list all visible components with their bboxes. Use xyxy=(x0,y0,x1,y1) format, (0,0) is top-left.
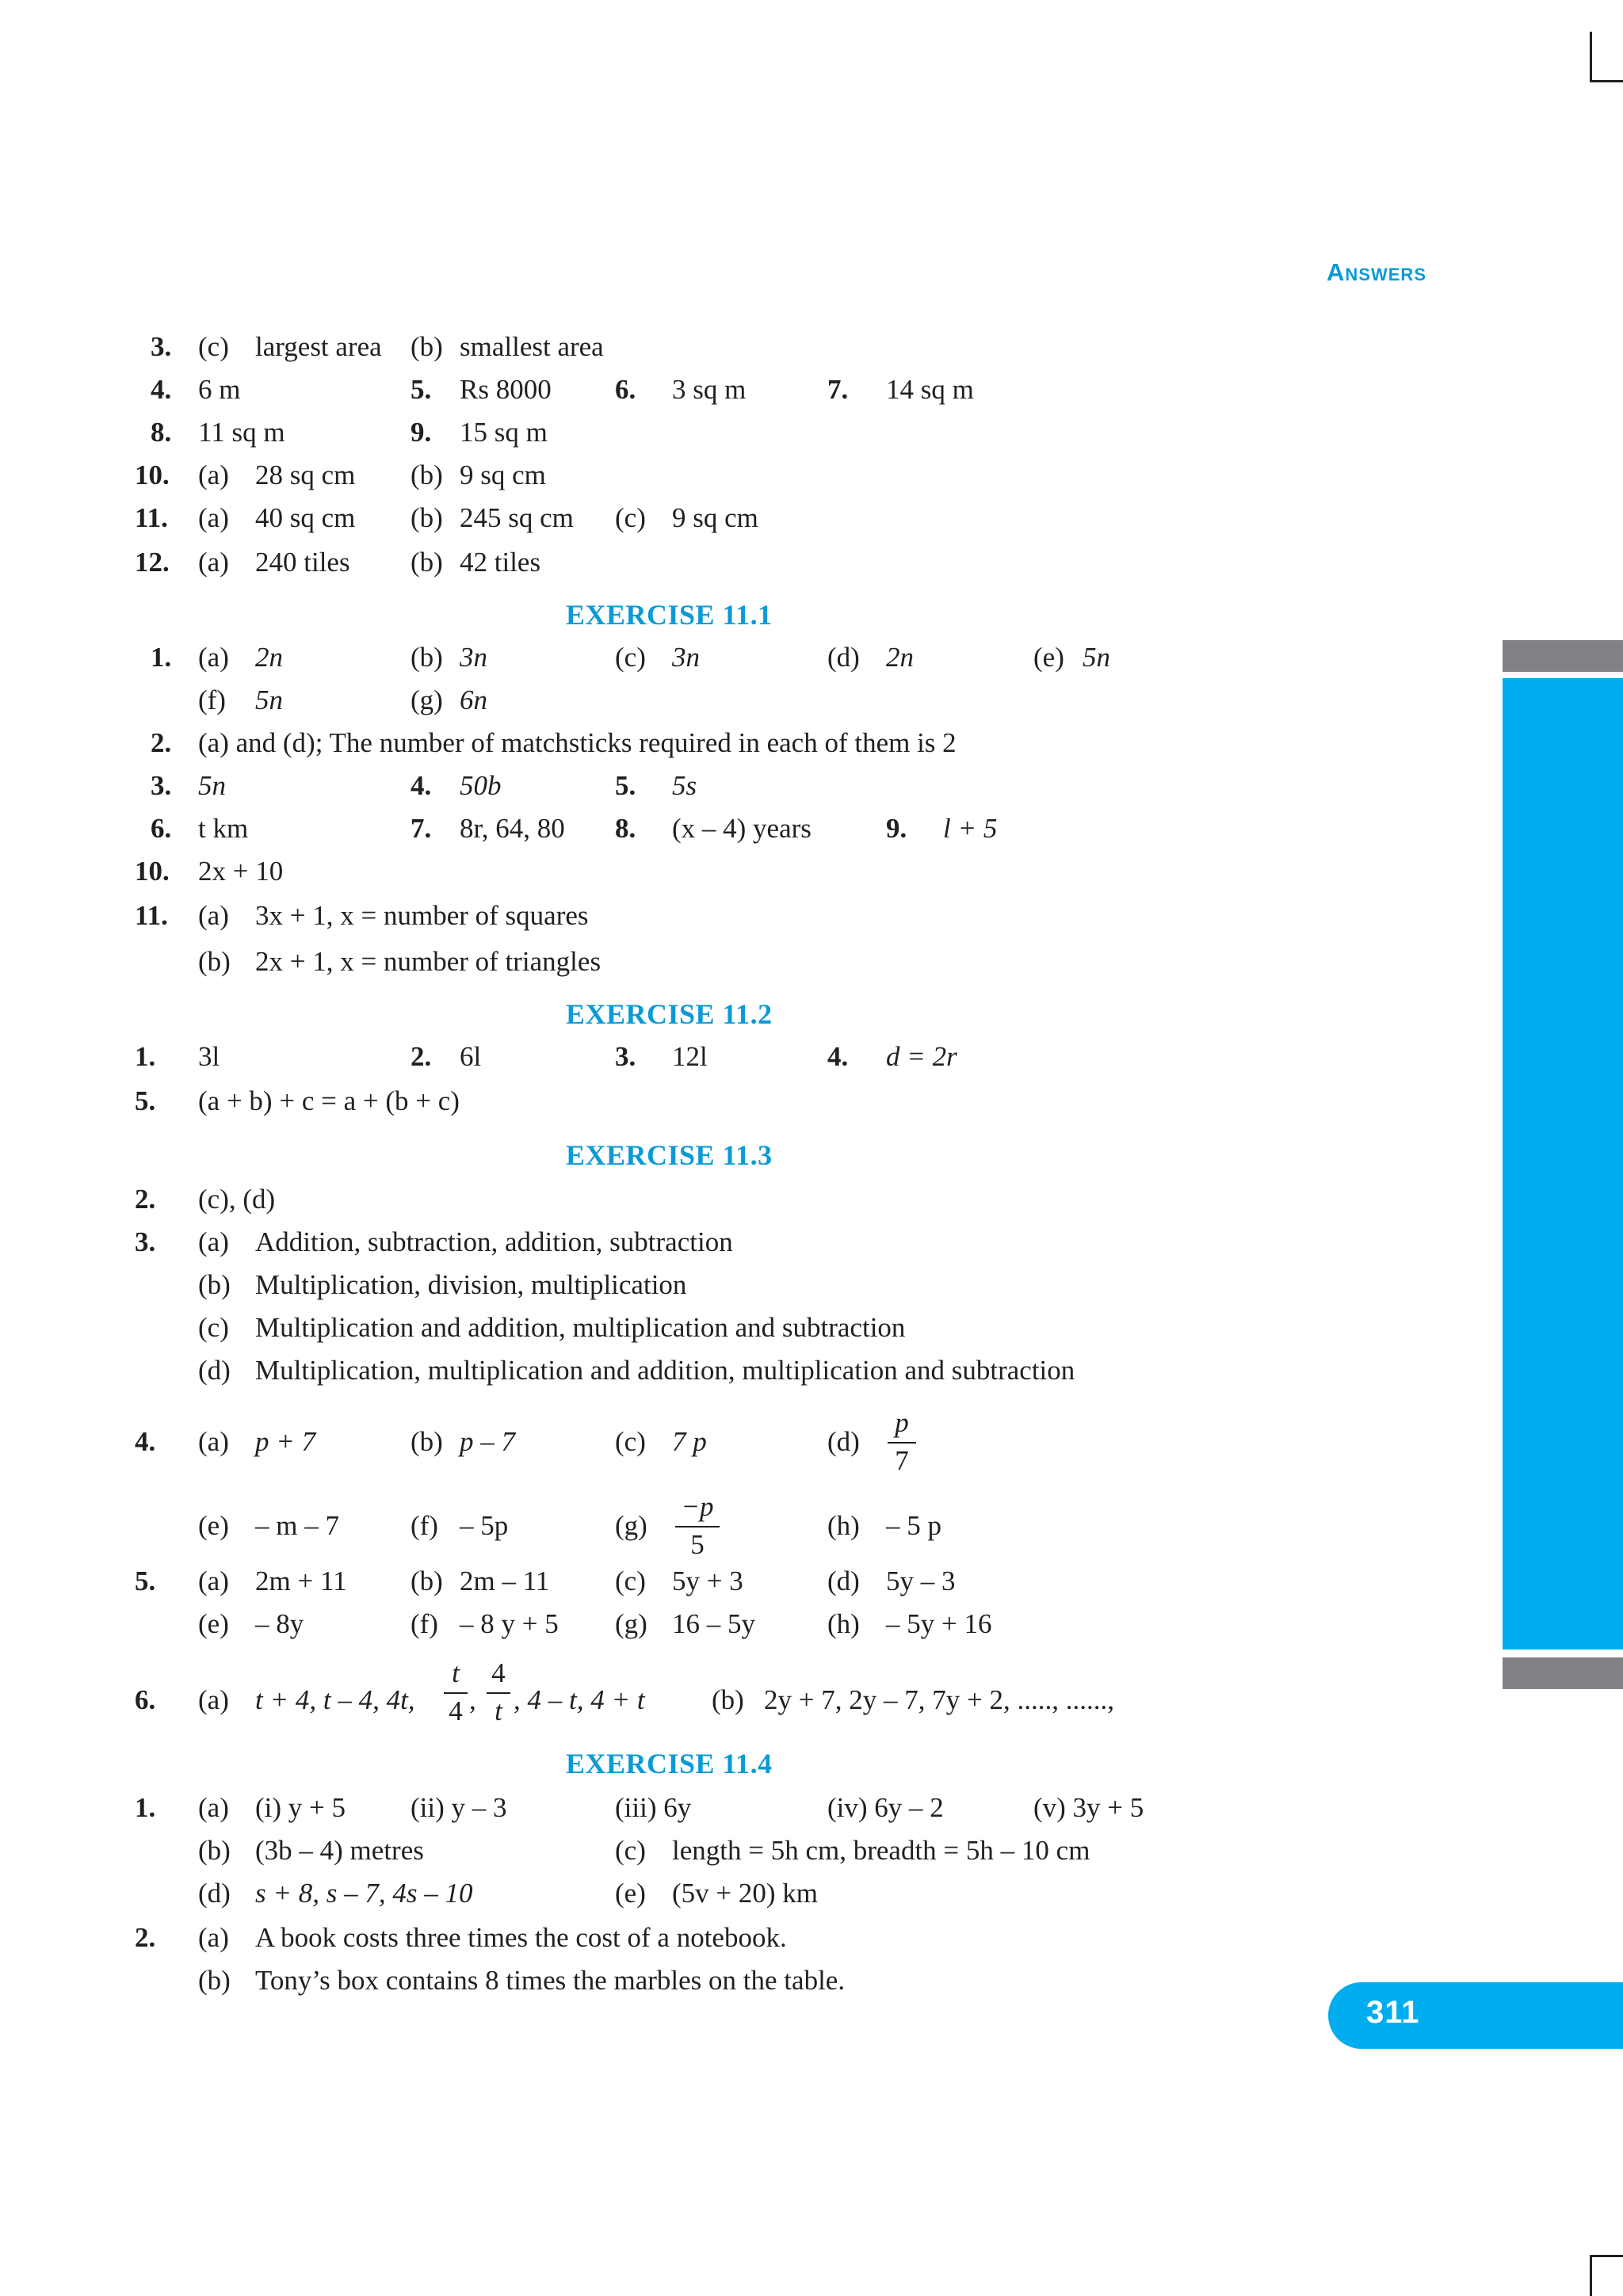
option-label: (b) xyxy=(411,547,443,578)
answer-text: (c), (d) xyxy=(198,1184,276,1215)
separator-comma: , xyxy=(469,1684,476,1715)
question-number: 12. xyxy=(135,547,170,578)
fraction-denominator: 4 xyxy=(449,1695,463,1726)
answer-text: 50b xyxy=(460,770,502,801)
answer-text: 3l xyxy=(198,1041,220,1072)
answer-text: – 5 p xyxy=(886,1510,941,1541)
option-label: (b) xyxy=(198,1269,231,1300)
question-number: 5. xyxy=(135,1085,156,1116)
question-number: 7. xyxy=(827,374,849,405)
answer-text: 9 sq cm xyxy=(672,502,758,533)
answer-text: Addition, subtraction, addition, subtraction xyxy=(255,1226,733,1257)
answer-text: l + 5 xyxy=(943,813,998,844)
option-label: (c) xyxy=(615,642,646,673)
answer-text: 5y – 3 xyxy=(886,1566,956,1596)
side-tab-top-stripe xyxy=(1503,640,1623,672)
exercise-heading-11-1: EXERCISE 11.1 xyxy=(566,599,773,631)
answer-text: – 5y + 16 xyxy=(886,1608,992,1639)
crop-mark-bottom-right-horizontal xyxy=(1590,2255,1623,2257)
question-number: 3. xyxy=(151,331,172,362)
answer-text: – m – 7 xyxy=(255,1510,339,1541)
crop-mark-top-right-vertical xyxy=(1590,32,1592,82)
option-label: (c) xyxy=(198,331,229,362)
exercise-heading-11-2: EXERCISE 11.2 xyxy=(566,998,773,1030)
answer-text: – 8y xyxy=(255,1608,304,1639)
option-label: (c) xyxy=(615,1426,646,1457)
fraction-t-over-4 xyxy=(444,1657,468,1729)
question-number: 1. xyxy=(151,642,172,673)
answer-text: 12l xyxy=(672,1041,708,1072)
answer-text: (a) and (d); The number of matchsticks required in each of them is 2 xyxy=(198,727,957,758)
question-number: 8. xyxy=(615,813,636,844)
answer-text: 5n xyxy=(198,770,226,801)
question-number: 6. xyxy=(151,813,172,844)
option-label: (d) xyxy=(198,1878,231,1909)
option-label: (f) xyxy=(411,1608,438,1639)
question-number: 10. xyxy=(135,856,170,887)
answer-text: (iii) 6y xyxy=(615,1792,692,1823)
option-label: (b) xyxy=(198,946,231,977)
answer-text: 2x + 10 xyxy=(198,856,284,887)
question-number: 9. xyxy=(411,417,432,448)
answer-text: Multiplication, multiplication and addition, multiplication and subtraction xyxy=(255,1355,1075,1386)
question-number: 5. xyxy=(615,770,636,801)
answer-text: (ii) y – 3 xyxy=(411,1792,507,1823)
answer-text: t km xyxy=(198,813,249,844)
option-label: (a) xyxy=(198,547,229,578)
answer-text: Tony’s box contains 8 times the marbles on the table. xyxy=(255,1965,846,1996)
option-label: (b) xyxy=(411,502,443,533)
question-number: 1. xyxy=(135,1041,156,1072)
answer-text: – 5p xyxy=(460,1510,509,1541)
answer-text: 16 – 5y xyxy=(672,1608,755,1639)
answer-text: 7 p xyxy=(672,1426,707,1457)
question-number: 11. xyxy=(135,502,168,533)
option-label: (f) xyxy=(198,685,226,715)
answer-text: 40 sq cm xyxy=(255,502,356,533)
fraction-bar xyxy=(675,1526,720,1527)
option-label: (c) xyxy=(615,1566,646,1596)
option-label: (b) xyxy=(411,460,443,490)
option-label: (c) xyxy=(615,502,646,533)
page-number-badge xyxy=(1328,1982,1623,2049)
question-number: 5. xyxy=(411,374,432,405)
question-number: 4. xyxy=(135,1426,156,1457)
option-label: (d) xyxy=(827,1426,860,1457)
fraction-denominator: 7 xyxy=(895,1445,909,1476)
option-label: (a) xyxy=(198,900,229,931)
answer-text: 5n xyxy=(1083,642,1110,673)
exercise-heading-11-3: EXERCISE 11.3 xyxy=(566,1139,773,1171)
fraction-bar xyxy=(487,1692,510,1694)
answer-text: 5y + 3 xyxy=(672,1566,743,1596)
answer-text: smallest area xyxy=(460,331,604,362)
question-number: 3. xyxy=(615,1041,636,1072)
answer-text: 3 sq m xyxy=(672,374,747,405)
answer-text: (i) y + 5 xyxy=(255,1792,346,1823)
option-label: (b) xyxy=(198,1835,231,1866)
question-number: 4. xyxy=(827,1041,849,1072)
option-label: (g) xyxy=(615,1510,647,1541)
question-number: 5. xyxy=(135,1566,156,1596)
question-number: 6. xyxy=(135,1684,156,1715)
answer-text: length = 5h cm, breadth = 5h – 10 cm xyxy=(672,1835,1090,1866)
answer-text: 15 sq m xyxy=(460,417,548,448)
answer-text: , 4 – t, 4 + t xyxy=(514,1684,645,1715)
option-label: (g) xyxy=(411,685,443,715)
fraction-numerator: t xyxy=(452,1657,460,1688)
question-number: 9. xyxy=(886,813,907,844)
option-label: (b) xyxy=(712,1684,744,1715)
answer-text: (iv) 6y – 2 xyxy=(827,1792,944,1823)
answer-text: p – 7 xyxy=(460,1426,515,1457)
option-label: (a) xyxy=(198,460,229,490)
question-number: 2. xyxy=(151,727,172,758)
option-label: (g) xyxy=(615,1608,647,1639)
answer-text: 6n xyxy=(460,685,487,715)
answer-text: largest area xyxy=(255,331,382,362)
question-number: 11. xyxy=(135,900,168,931)
answer-text: 2m + 11 xyxy=(255,1566,347,1596)
option-label: (d) xyxy=(827,1566,860,1596)
question-number: 3. xyxy=(151,770,172,801)
answer-text: 14 sq m xyxy=(886,374,974,405)
answer-text: 8r, 64, 80 xyxy=(460,813,565,844)
option-label: (b) xyxy=(411,331,443,362)
fraction-numerator: p xyxy=(895,1407,909,1438)
answer-text: 5s xyxy=(672,770,697,801)
answer-text: Multiplication, division, multiplication xyxy=(255,1269,687,1300)
option-label: (d) xyxy=(198,1355,231,1386)
question-number: 1. xyxy=(135,1792,156,1823)
question-number: 8. xyxy=(151,417,172,448)
answer-text: 6 m xyxy=(198,374,241,405)
answer-text: 3x + 1, x = number of squares xyxy=(255,900,589,931)
answer-text: 245 sq cm xyxy=(460,502,574,533)
answer-text: 2n xyxy=(255,642,283,673)
question-number: 2. xyxy=(135,1922,156,1953)
option-label: (b) xyxy=(411,1426,443,1457)
fraction-numerator: 4 xyxy=(491,1657,506,1688)
question-number: 3. xyxy=(135,1226,156,1257)
option-label: (b) xyxy=(411,1566,443,1596)
answer-text: p + 7 xyxy=(255,1426,316,1457)
option-label: (a) xyxy=(198,1684,229,1715)
answer-text: (v) 3y + 5 xyxy=(1033,1792,1144,1823)
answer-text: Rs 8000 xyxy=(460,374,552,405)
fraction-denominator: t xyxy=(495,1695,502,1726)
page-number: 311 xyxy=(1366,1995,1420,2030)
question-number: 6. xyxy=(615,374,636,405)
fraction-bar xyxy=(888,1442,916,1444)
option-label: (d) xyxy=(827,642,860,673)
side-tab-bottom-stripe xyxy=(1503,1657,1623,1689)
option-label: (f) xyxy=(411,1510,438,1541)
answer-text: (a + b) + c = a + (b + c) xyxy=(198,1085,460,1116)
answer-text: d = 2r xyxy=(886,1041,957,1072)
answer-text: t + 4, t – 4, 4t, xyxy=(255,1684,415,1715)
answer-text: (3b – 4) metres xyxy=(255,1835,424,1866)
fraction-bar xyxy=(444,1692,468,1694)
option-label: (c) xyxy=(615,1835,646,1866)
option-label: (a) xyxy=(198,1226,229,1257)
answer-text: 9 sq cm xyxy=(460,460,546,490)
answer-text: s + 8, s – 7, 4s – 10 xyxy=(255,1878,473,1909)
fraction-numerator: −p xyxy=(681,1491,714,1522)
question-number: 7. xyxy=(411,813,432,844)
side-tab xyxy=(1503,678,1623,1650)
option-label: (b) xyxy=(411,642,443,673)
fraction-4-over-t xyxy=(487,1657,510,1729)
answer-text: Multiplication and addition, multiplication and subtraction xyxy=(255,1312,906,1343)
crop-mark-top-right-horizontal xyxy=(1590,80,1623,82)
fraction-neg-p-over-5 xyxy=(675,1491,720,1562)
answer-text: (5v + 20) km xyxy=(672,1878,819,1909)
option-label: (b) xyxy=(198,1965,231,1996)
fraction-p-over-7 xyxy=(888,1407,916,1478)
answer-text: 5n xyxy=(255,685,283,715)
answer-text: (x – 4) years xyxy=(672,813,812,844)
option-label: (a) xyxy=(198,1566,229,1596)
question-number: 2. xyxy=(135,1184,156,1215)
option-label: (e) xyxy=(198,1510,229,1541)
crop-mark-bottom-right-vertical xyxy=(1590,2255,1592,2296)
answer-text: A book costs three times the cost of a notebook. xyxy=(255,1922,787,1953)
option-label: (a) xyxy=(198,1792,229,1823)
option-label: (e) xyxy=(1033,642,1064,673)
answer-text: 2m – 11 xyxy=(460,1566,550,1596)
option-label: (a) xyxy=(198,1426,229,1457)
answer-text: 240 tiles xyxy=(255,547,350,578)
question-number: 10. xyxy=(135,460,170,490)
answer-text: 6l xyxy=(460,1041,482,1072)
option-label: (h) xyxy=(827,1510,860,1541)
option-label: (a) xyxy=(198,1922,229,1953)
question-number: 4. xyxy=(411,770,432,801)
option-label: (c) xyxy=(198,1312,229,1343)
answer-text: 28 sq cm xyxy=(255,460,356,490)
option-label: (a) xyxy=(198,502,229,533)
question-number: 2. xyxy=(411,1041,432,1072)
answer-text: 2y + 7, 2y – 7, 7y + 2, ....., ......, xyxy=(764,1684,1114,1715)
fraction-denominator: 5 xyxy=(690,1529,705,1560)
answer-text: – 8 y + 5 xyxy=(460,1608,559,1639)
answer-text: 2n xyxy=(886,642,914,673)
option-label: (e) xyxy=(198,1608,229,1639)
answer-text: 3n xyxy=(460,642,487,673)
running-header: Answers xyxy=(1327,258,1426,286)
answer-text: 42 tiles xyxy=(460,547,541,578)
option-label: (a) xyxy=(198,642,229,673)
answer-text: 3n xyxy=(672,642,700,673)
answer-text: 2x + 1, x = number of triangles xyxy=(255,946,601,977)
answer-text: 11 sq m xyxy=(198,417,285,448)
option-label: (e) xyxy=(615,1878,646,1909)
question-number: 4. xyxy=(151,374,172,405)
option-label: (h) xyxy=(827,1608,860,1639)
exercise-heading-11-4: EXERCISE 11.4 xyxy=(566,1748,773,1779)
